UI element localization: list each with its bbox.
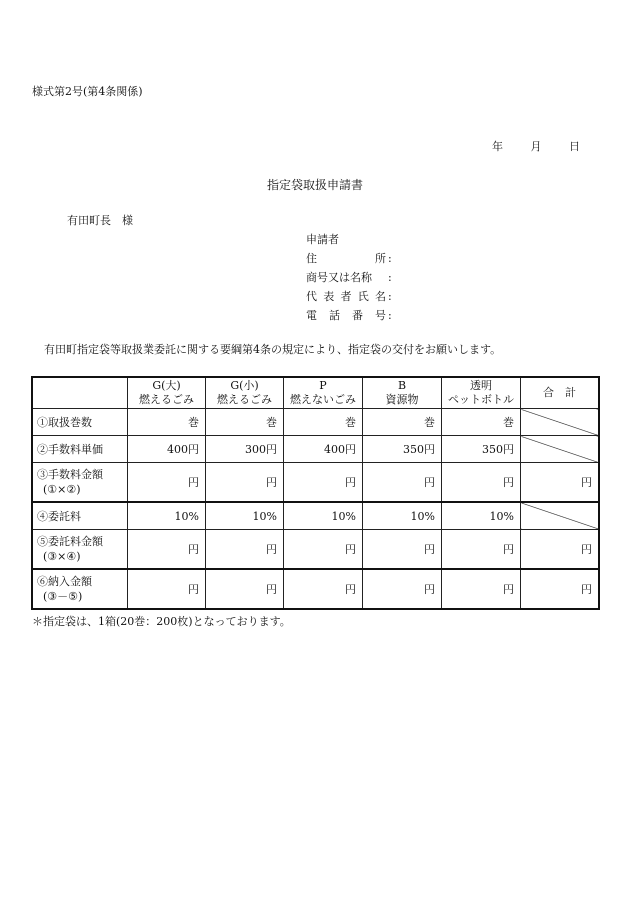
table-row	[32, 502, 599, 530]
table-cell: 400円	[284, 436, 363, 463]
table-cell: 円	[442, 463, 521, 503]
header-col: G(小) 燃えるごみ	[206, 377, 284, 409]
label-char: 号	[375, 309, 386, 322]
table-row	[32, 530, 599, 570]
date-day: 日	[569, 140, 580, 153]
header-total: 合 計	[521, 377, 600, 409]
label-char: 話	[329, 309, 340, 322]
intro-text: 有田町指定袋等取扱業委託に関する要綱第4条の規定により、指定袋の交付をお願いします。	[44, 343, 502, 356]
row-label: ⑤委託料金額 (③×④)	[32, 530, 128, 570]
table-cell: 円	[284, 569, 363, 609]
applicant-field-row	[306, 306, 392, 325]
applicant-field-colon: :	[388, 309, 392, 322]
total-cell: 円	[521, 463, 600, 503]
total-cell-crossed	[521, 502, 600, 530]
table-cell: 円	[128, 463, 206, 503]
applicant-field-label	[306, 287, 386, 306]
applicant-field-label	[306, 306, 386, 325]
applicant-field-row	[306, 249, 392, 268]
label-char: 表	[323, 290, 335, 303]
table-cell: 円	[363, 463, 442, 503]
table-cell: 10%	[128, 502, 206, 530]
row-label: ④委託料	[32, 502, 128, 530]
label-char: 電	[306, 309, 317, 322]
table-cell: 円	[128, 569, 206, 609]
header-col: G(大) 燃えるごみ	[128, 377, 206, 409]
label-char: 番	[352, 309, 363, 322]
applicant-field-row	[306, 268, 392, 287]
table-cell: 10%	[363, 502, 442, 530]
label-char: 者	[340, 290, 352, 303]
table-row	[32, 569, 599, 609]
row-label: ②手数料単価	[32, 436, 128, 463]
total-cell: 円	[521, 569, 600, 609]
applicant-field-colon: :	[388, 252, 392, 265]
table-row	[32, 409, 599, 436]
table-cell: 円	[442, 569, 521, 609]
applicant-block	[306, 230, 392, 325]
label-char: 所	[375, 252, 386, 265]
date-line	[492, 138, 580, 154]
total-cell-crossed	[521, 409, 600, 436]
table-cell: 巻	[363, 409, 442, 436]
table-cell: 300円	[206, 436, 284, 463]
applicant-field-colon: :	[388, 271, 392, 284]
table-cell: 円	[442, 530, 521, 570]
header-col: B 資源物	[363, 377, 442, 409]
addressee: 有田町長 様	[67, 214, 133, 227]
table-cell: 円	[128, 530, 206, 570]
date-month: 月	[530, 140, 542, 153]
table-cell: 円	[206, 530, 284, 570]
table-cell: 10%	[206, 502, 284, 530]
date-year: 年	[492, 140, 503, 153]
applicant-fields	[306, 249, 392, 325]
form-number: 様式第2号(第4条関係)	[32, 85, 143, 98]
table-cell: 円	[206, 569, 284, 609]
table-cell: 巻	[442, 409, 521, 436]
table-cell: 350円	[442, 436, 521, 463]
table-cell: 巻	[284, 409, 363, 436]
total-cell: 円	[521, 530, 600, 570]
table-cell: 400円	[128, 436, 206, 463]
table-cell: 10%	[442, 502, 521, 530]
table-cell: 巻	[206, 409, 284, 436]
header-blank	[32, 377, 128, 409]
label-char: 名	[375, 290, 386, 303]
label-char: 住	[306, 252, 317, 265]
table-cell: 円	[363, 569, 442, 609]
fee-table	[31, 376, 600, 610]
table-cell: 10%	[284, 502, 363, 530]
label-char: 代	[306, 290, 317, 303]
table-cell: 円	[284, 530, 363, 570]
header-col: 透明 ペットボトル	[442, 377, 521, 409]
total-cell-crossed	[521, 436, 600, 463]
row-label: ⑥納入金額 (③－⑤)	[32, 569, 128, 609]
footnote: ＊指定袋は、1箱(20巻：200枚)となっております。	[32, 615, 291, 628]
applicant-field-label	[306, 249, 386, 268]
table-cell: 円	[284, 463, 363, 503]
row-label: ①取扱巻数	[32, 409, 128, 436]
table-header-row	[32, 377, 599, 409]
table-row	[32, 463, 599, 503]
applicant-field-label	[306, 268, 386, 287]
document-title: 指定袋取扱申請書	[266, 178, 363, 192]
table-cell: 円	[363, 530, 442, 570]
table-cell: 巻	[128, 409, 206, 436]
applicant-field-row	[306, 287, 392, 306]
table-cell: 円	[206, 463, 284, 503]
header-col: P 燃えないごみ	[284, 377, 363, 409]
label-char: 氏	[357, 290, 369, 303]
applicant-field-colon: :	[388, 290, 392, 303]
row-label: ③手数料金額 (①×②)	[32, 463, 128, 503]
applicant-heading: 申請者	[306, 233, 339, 246]
label-char: 商号又は名称	[306, 271, 372, 284]
table-cell: 350円	[363, 436, 442, 463]
table-row	[32, 436, 599, 463]
